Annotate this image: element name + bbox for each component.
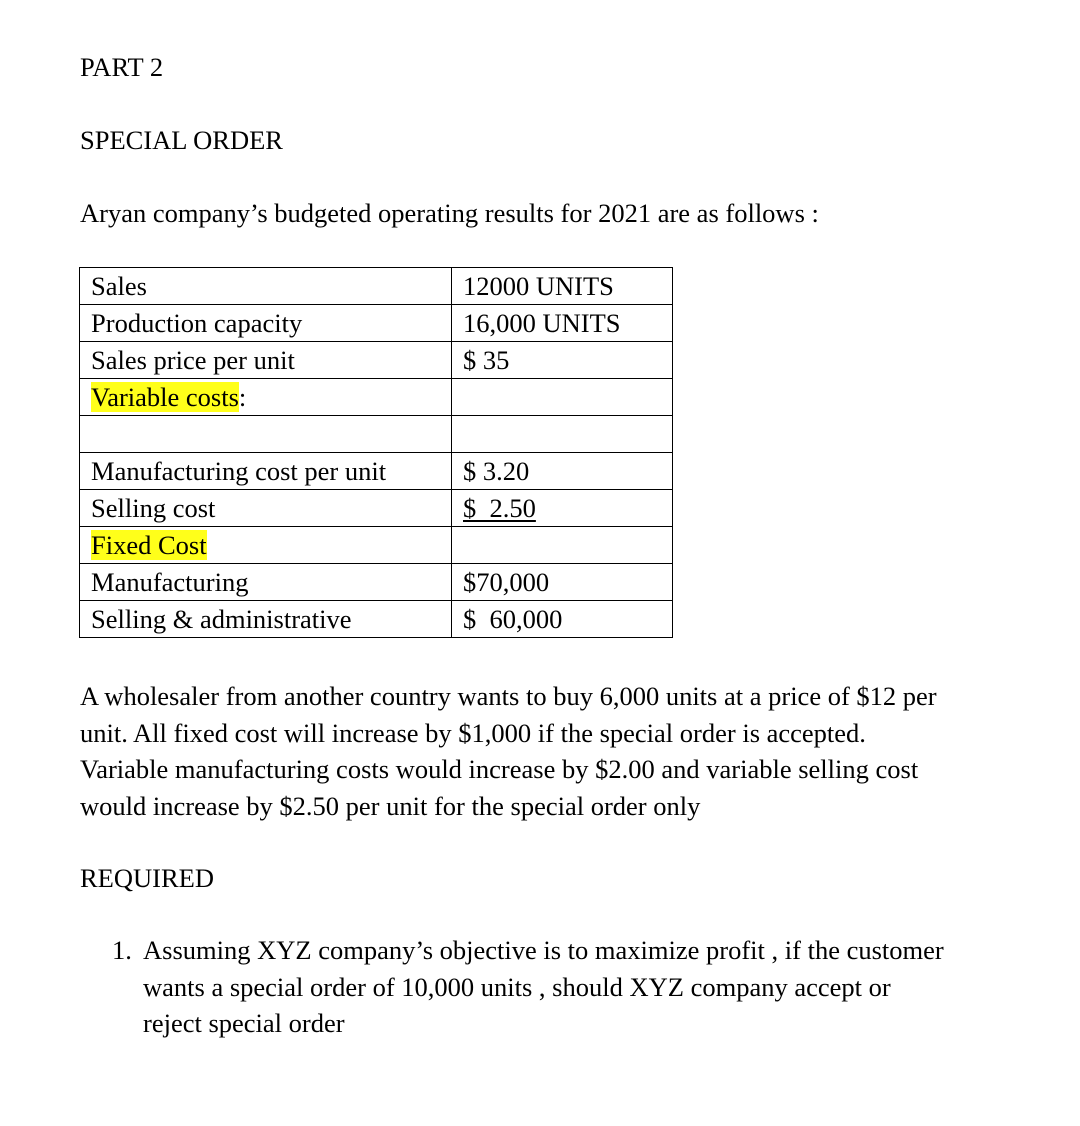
selling-admin-label: Selling & administrative xyxy=(80,601,452,638)
question-line: Assuming XYZ company’s objective is to maximize profit , if the customer xyxy=(143,935,944,965)
manufacturing-cost-unit-label: Manufacturing cost per unit xyxy=(80,453,452,490)
table-row-selling-cost xyxy=(80,490,673,527)
empty-label-cell xyxy=(80,416,452,453)
question-number: 1. xyxy=(112,935,132,965)
table-row-fixed-manufacturing xyxy=(80,564,673,601)
production-capacity-label: Production capacity xyxy=(80,305,452,342)
variable-costs-colon: : xyxy=(238,382,247,412)
table-row-sales-price xyxy=(80,342,673,379)
paragraph-line: A wholesaler from another country wants to buy 6,000 units at a price of $12 per xyxy=(80,681,937,711)
selling-cost-value: $ 2.50 xyxy=(463,493,536,523)
selling-cost-value-cell xyxy=(452,490,673,527)
variable-costs-cell xyxy=(80,379,452,416)
table-row-fixed-cost xyxy=(80,527,673,564)
table-row-manufacturing-cost-unit xyxy=(80,453,673,490)
fixed-cost-label: Fixed Cost xyxy=(91,530,207,560)
paragraph-line: Variable manufacturing costs would increase by $2.00 and variable selling cost xyxy=(80,754,919,784)
question-line: wants a special order of 10,000 units , should XYZ company accept or xyxy=(143,971,891,1002)
sales-value: 12000 UNITS xyxy=(452,268,673,305)
selling-admin-value: $ 60,000 xyxy=(452,601,673,638)
table-row-empty xyxy=(80,416,673,453)
empty-value-cell xyxy=(452,416,673,453)
paragraph-line: unit. All fixed cost will increase by $1,000 if the special order is accepted. xyxy=(80,717,866,748)
intro-text: Aryan company’s budgeted operating results for 2021 are as follows : xyxy=(80,198,819,228)
paragraph-line: would increase by $2.50 per unit for the special order only xyxy=(80,790,701,821)
table-row-sales xyxy=(80,268,673,305)
fixed-cost-value xyxy=(452,527,673,564)
fixed-cost-cell xyxy=(80,527,452,564)
budget-table xyxy=(79,267,673,638)
fixed-manufacturing-label: Manufacturing xyxy=(80,564,452,601)
table-row-selling-admin xyxy=(80,601,673,638)
question-line: reject special order xyxy=(143,1008,345,1038)
manufacturing-cost-unit-value: $ 3.20 xyxy=(452,453,673,490)
fixed-manufacturing-value: $70,000 xyxy=(452,564,673,601)
required-heading: REQUIRED xyxy=(80,863,214,893)
section-heading: SPECIAL ORDER xyxy=(80,125,283,155)
sales-price-label: Sales price per unit xyxy=(80,342,452,379)
selling-cost-label: Selling cost xyxy=(80,490,452,527)
sales-label: Sales xyxy=(80,268,452,305)
sales-price-value: $ 35 xyxy=(452,342,673,379)
table-row-production-capacity xyxy=(80,305,673,342)
variable-costs-label: Variable costs xyxy=(91,382,239,412)
table-row-variable-costs xyxy=(80,379,673,416)
part-heading: PART 2 xyxy=(80,52,164,82)
question-item xyxy=(112,932,944,1042)
variable-costs-value xyxy=(452,379,673,416)
production-capacity-value: 16,000 UNITS xyxy=(452,305,673,342)
special-order-paragraph xyxy=(80,678,1020,824)
